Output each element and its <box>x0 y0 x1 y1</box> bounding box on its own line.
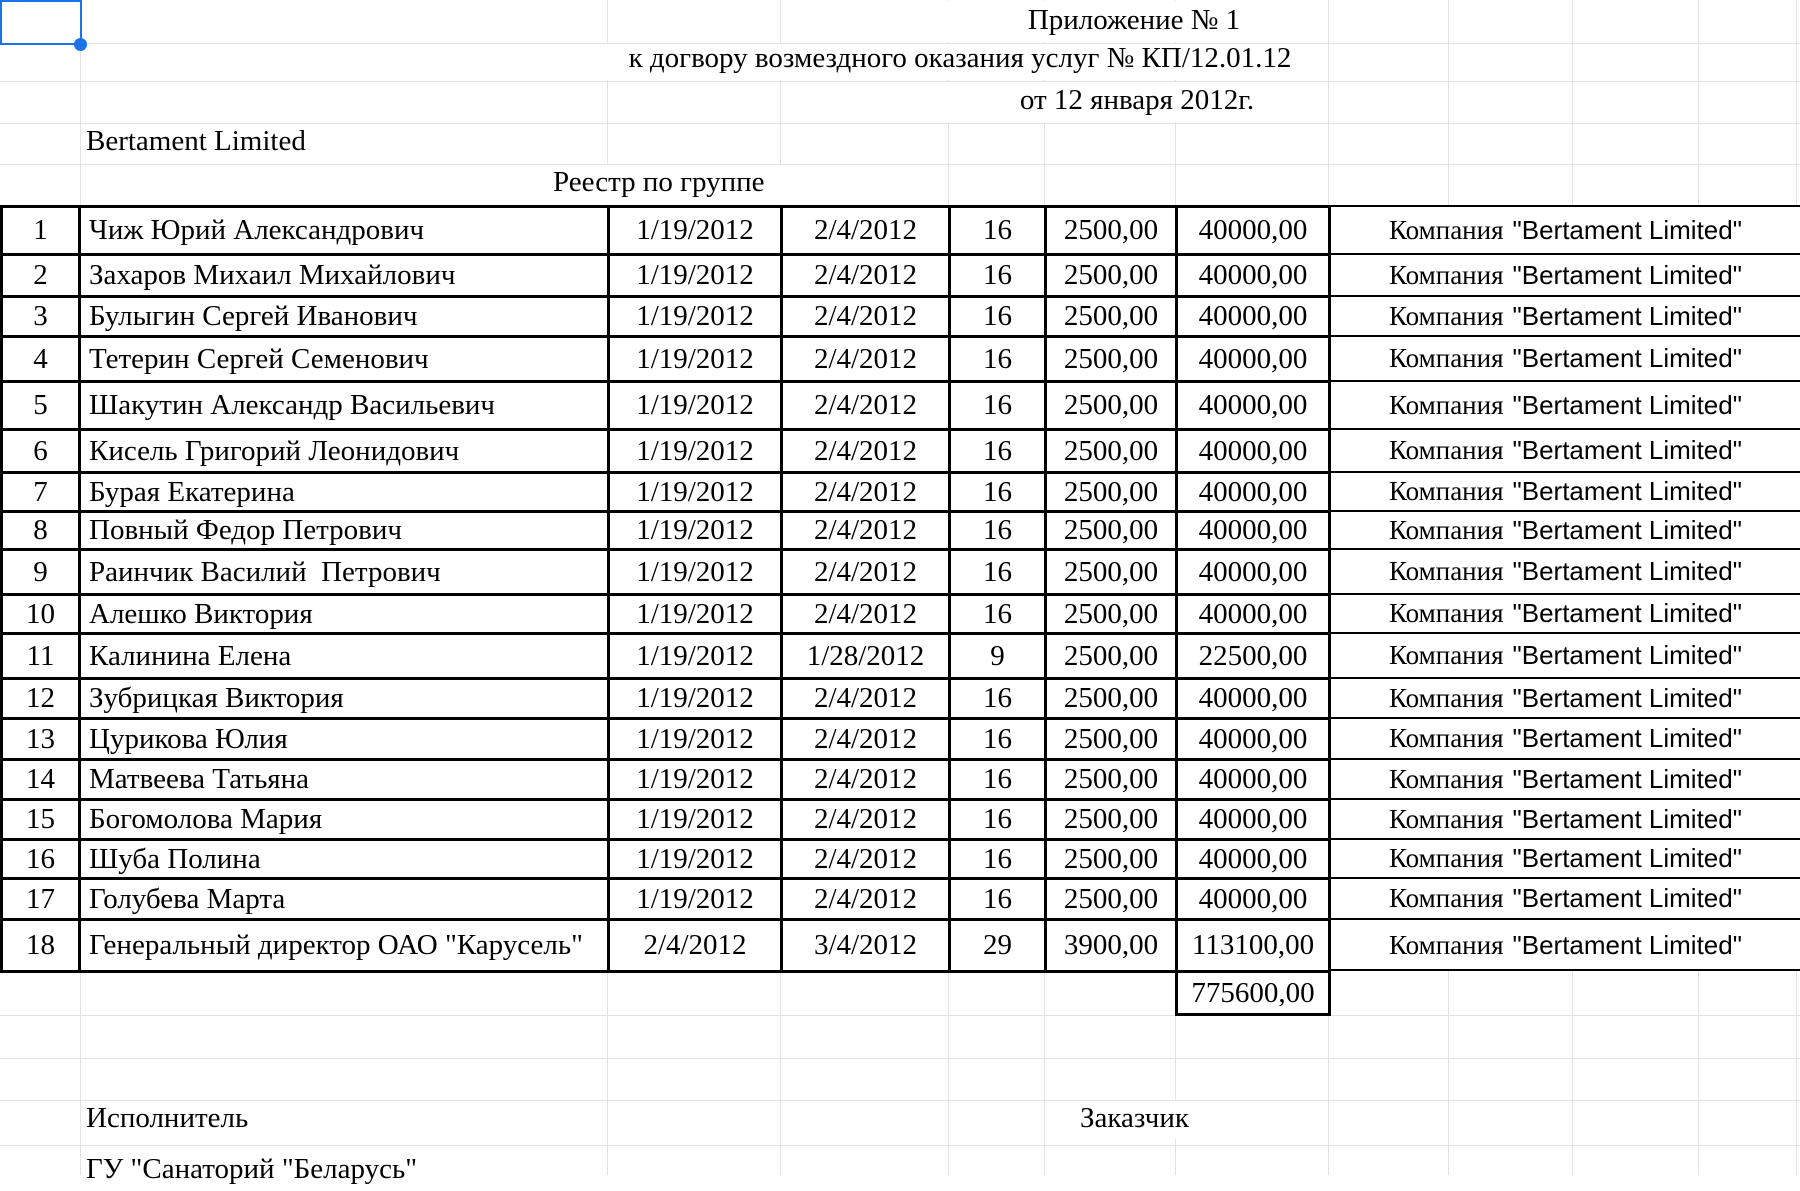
cell-start-date[interactable]: 1/19/2012 <box>607 758 783 801</box>
cell-amount[interactable]: 40000,00 <box>1175 758 1331 801</box>
cell-days[interactable]: 9 <box>948 632 1047 680</box>
cell-num[interactable]: 12 <box>0 677 81 720</box>
cell-company-latin-text: "Bertament Limited" <box>1512 883 1742 913</box>
cell-company[interactable] <box>1331 380 1800 428</box>
cell-name[interactable]: Голубева Марта <box>78 877 610 921</box>
cell-start-date[interactable]: 2/4/2012 <box>607 918 783 973</box>
cell-company-cyrillic-text: Компания <box>1389 929 1504 960</box>
cell-rate[interactable]: 2500,00 <box>1044 838 1178 880</box>
cell-company-cyrillic-text: Компания <box>1389 476 1504 506</box>
cell-rate[interactable]: 2500,00 <box>1044 758 1178 801</box>
cell-company[interactable] <box>1331 717 1800 758</box>
cell-company-latin-text: "Bertament Limited" <box>1512 435 1742 465</box>
cell-company-latin-text: "Bertament Limited" <box>1512 843 1742 873</box>
cell-rate[interactable]: 2500,00 <box>1044 798 1178 841</box>
cell-amount[interactable]: 40000,00 <box>1175 205 1331 256</box>
cell-amount[interactable]: 40000,00 <box>1175 428 1331 474</box>
cell-amount[interactable]: 40000,00 <box>1175 471 1331 513</box>
cell-company-cyrillic-text: Компания <box>1389 763 1504 794</box>
cell-amount[interactable]: 40000,00 <box>1175 510 1331 551</box>
cell-end-date[interactable]: 2/4/2012 <box>780 380 951 431</box>
cell-company-latin-text: "Bertament Limited" <box>1512 929 1742 960</box>
cell-num[interactable]: 15 <box>0 798 81 841</box>
cell-days[interactable]: 16 <box>948 295 1047 338</box>
cell-end-date[interactable]: 2/4/2012 <box>780 798 951 841</box>
cell-company-latin-text: "Bertament Limited" <box>1512 389 1742 420</box>
gridline-horizontal <box>0 1015 1800 1016</box>
cell-company-latin-text: "Bertament Limited" <box>1512 476 1742 506</box>
cell-company-latin-text: "Bertament Limited" <box>1512 214 1742 245</box>
cell-amount[interactable]: 40000,00 <box>1175 677 1331 720</box>
cell-start-date[interactable]: 1/19/2012 <box>607 205 783 256</box>
cell-rate[interactable]: 2500,00 <box>1044 593 1178 635</box>
cell-amount[interactable]: 40000,00 <box>1175 798 1331 841</box>
cell-company-latin-text: "Bertament Limited" <box>1512 763 1742 794</box>
gridline-horizontal <box>0 81 1800 82</box>
cell-company-latin-text: "Bertament Limited" <box>1512 300 1742 331</box>
cell-company[interactable] <box>1331 205 1800 253</box>
selection-box <box>0 0 82 45</box>
cell-end-date[interactable]: 2/4/2012 <box>780 758 951 801</box>
executor-org-cell[interactable]: ГУ "Санаторий "Беларусь" <box>86 1153 418 1185</box>
cell-amount[interactable]: 113100,00 <box>1175 918 1331 973</box>
cell-end-date[interactable]: 2/4/2012 <box>780 510 951 551</box>
cell-start-date[interactable]: 1/19/2012 <box>607 428 783 474</box>
cell-num[interactable]: 11 <box>0 632 81 680</box>
cell-name[interactable]: Алешко Виктория <box>78 593 610 635</box>
cell-num[interactable]: 17 <box>0 877 81 921</box>
cell-num[interactable]: 7 <box>0 471 81 513</box>
cell-amount[interactable]: 40000,00 <box>1175 838 1331 880</box>
cell-end-date[interactable]: 2/4/2012 <box>780 877 951 921</box>
cell-rate[interactable]: 2500,00 <box>1044 471 1178 513</box>
table-title[interactable]: Реестр по группе <box>553 166 765 198</box>
cell-company-cyrillic-text: Компания <box>1389 883 1504 913</box>
cell-name[interactable]: Шакутин Александр Васильевич <box>78 380 610 431</box>
cell-num[interactable]: 13 <box>0 717 81 761</box>
cell-start-date[interactable]: 1/19/2012 <box>607 380 783 431</box>
cell-start-date[interactable]: 1/19/2012 <box>607 877 783 921</box>
cell-company[interactable] <box>1331 593 1800 632</box>
cell-name[interactable]: Цурикова Юлия <box>78 717 610 761</box>
customer-label-cell[interactable]: Заказчик <box>1080 1102 1189 1134</box>
cell-company-latin-text: "Bertament Limited" <box>1512 514 1742 545</box>
cell-company[interactable] <box>1331 548 1800 593</box>
cell-name[interactable]: Булыгин Сергей Иванович <box>78 295 610 338</box>
cell-end-date[interactable]: 2/4/2012 <box>780 717 951 761</box>
cell-start-date[interactable]: 1/19/2012 <box>607 510 783 551</box>
cell-days[interactable]: 16 <box>948 798 1047 841</box>
cell-days[interactable]: 16 <box>948 717 1047 761</box>
cell-company[interactable] <box>1331 918 1800 970</box>
cell-days[interactable]: 16 <box>948 593 1047 635</box>
cell-rate[interactable]: 2500,00 <box>1044 510 1178 551</box>
cell-name[interactable]: Калинина Елена <box>78 632 610 680</box>
cell-end-date[interactable]: 2/4/2012 <box>780 335 951 383</box>
cell-company-latin-text: "Bertament Limited" <box>1512 259 1742 290</box>
cell-days[interactable]: 16 <box>948 253 1047 298</box>
cell-num[interactable]: 18 <box>0 918 81 973</box>
cell-rate[interactable]: 2500,00 <box>1044 877 1178 921</box>
header-appendix-line[interactable]: Приложение № 1 <box>1027 4 1241 36</box>
cell-rate[interactable]: 2500,00 <box>1044 205 1178 256</box>
cell-days[interactable]: 16 <box>948 877 1047 921</box>
cell-company-cyrillic-text: Компания <box>1389 300 1504 331</box>
fill-handle[interactable] <box>74 38 87 51</box>
cell-amount[interactable]: 40000,00 <box>1175 877 1331 921</box>
cell-amount[interactable]: 40000,00 <box>1175 253 1331 298</box>
cell-end-date[interactable]: 2/4/2012 <box>780 471 951 513</box>
cell-name[interactable]: Богомолова Мария <box>78 798 610 841</box>
cell-num[interactable]: 10 <box>0 593 81 635</box>
cell-num[interactable]: 2 <box>0 253 81 298</box>
cell-amount[interactable]: 40000,00 <box>1175 335 1331 383</box>
cell-amount[interactable]: 40000,00 <box>1175 295 1331 338</box>
cell-company-cyrillic-text: Компания <box>1389 682 1504 713</box>
cell-num[interactable]: 1 <box>0 205 81 256</box>
cell-num[interactable]: 4 <box>0 335 81 383</box>
cell-days[interactable]: 16 <box>948 428 1047 474</box>
cell-company-cyrillic-text: Компания <box>1389 803 1504 834</box>
header-date-line[interactable]: от 12 января 2012г. <box>1019 84 1255 116</box>
cell-rate[interactable]: 2500,00 <box>1044 295 1178 338</box>
company-name-cell[interactable]: Bertament Limited <box>86 125 306 157</box>
cell-start-date[interactable]: 1/19/2012 <box>607 471 783 513</box>
cell-start-date[interactable]: 1/19/2012 <box>607 548 783 596</box>
cell-rate[interactable]: 2500,00 <box>1044 335 1178 383</box>
cell-name[interactable]: Чиж Юрий Александрович <box>78 205 610 256</box>
cell-amount[interactable]: 40000,00 <box>1175 593 1331 635</box>
cell-amount[interactable]: 40000,00 <box>1175 548 1331 596</box>
cell-end-date[interactable]: 2/4/2012 <box>780 593 951 635</box>
cell-rate[interactable]: 2500,00 <box>1044 717 1178 761</box>
cell-company[interactable] <box>1331 253 1800 295</box>
cell-end-date[interactable]: 2/4/2012 <box>780 295 951 338</box>
cell-rate[interactable]: 3900,00 <box>1044 918 1178 973</box>
cell-name[interactable]: Генеральный директор ОАО "Карусель" <box>78 918 610 973</box>
cell-company[interactable] <box>1331 798 1800 838</box>
cell-end-date[interactable]: 2/4/2012 <box>780 428 951 474</box>
cell-start-date[interactable]: 1/19/2012 <box>607 798 783 841</box>
cell-company[interactable] <box>1331 471 1800 510</box>
cell-end-date[interactable]: 2/4/2012 <box>780 838 951 880</box>
cell-amount[interactable]: 40000,00 <box>1175 717 1331 761</box>
cell-name[interactable]: Раинчик Василий Петрович <box>78 548 610 596</box>
cell-num[interactable]: 14 <box>0 758 81 801</box>
cell-company-latin-text: "Bertament Limited" <box>1512 682 1742 713</box>
cell-name[interactable]: Повный Федор Петрович <box>78 510 610 551</box>
cell-rate[interactable]: 2500,00 <box>1044 428 1178 474</box>
cell-company[interactable] <box>1331 510 1800 548</box>
cell-start-date[interactable]: 1/19/2012 <box>607 838 783 880</box>
cell-start-date[interactable]: 1/19/2012 <box>607 677 783 720</box>
cell-start-date[interactable]: 1/19/2012 <box>607 335 783 383</box>
cell-rate[interactable]: 2500,00 <box>1044 380 1178 431</box>
header-contract-line[interactable]: к догвору возмездного оказания услуг № КП/12.01.12 <box>628 42 1292 74</box>
cell-rate[interactable]: 2500,00 <box>1044 632 1178 680</box>
cell-name[interactable]: Зубрицкая Виктория <box>78 677 610 720</box>
cell-num[interactable]: 9 <box>0 548 81 596</box>
cell-name[interactable]: Бурая Екатерина <box>78 471 610 513</box>
cell-start-date[interactable]: 1/19/2012 <box>607 717 783 761</box>
cell-amount[interactable]: 22500,00 <box>1175 632 1331 680</box>
cell-end-date[interactable]: 3/4/2012 <box>780 918 951 973</box>
cell-start-date[interactable]: 1/19/2012 <box>607 632 783 680</box>
cell-name[interactable]: Матвеева Татьяна <box>78 758 610 801</box>
cell-start-date[interactable]: 1/19/2012 <box>607 593 783 635</box>
cell-company-latin-text: "Bertament Limited" <box>1512 343 1742 373</box>
cell-end-date[interactable]: 1/28/2012 <box>780 632 951 680</box>
cell-company-cyrillic-text: Компания <box>1389 598 1504 628</box>
cell-company[interactable] <box>1331 677 1800 717</box>
cell-end-date[interactable]: 2/4/2012 <box>780 253 951 298</box>
cell-start-date[interactable]: 1/19/2012 <box>607 295 783 338</box>
cell-company[interactable] <box>1331 428 1800 471</box>
cell-company-cyrillic-text: Компания <box>1389 343 1504 373</box>
cell-company-cyrillic-text: Компания <box>1389 723 1504 753</box>
cell-days[interactable]: 16 <box>948 335 1047 383</box>
cell-company-cyrillic-text: Компания <box>1389 435 1504 465</box>
cell-name[interactable]: Кисель Григорий Леонидович <box>78 428 610 474</box>
cell-company-cyrillic-text: Компания <box>1389 389 1504 420</box>
cell-num[interactable]: 16 <box>0 838 81 880</box>
cell-company-latin-text: "Bertament Limited" <box>1512 556 1742 586</box>
cell-days[interactable]: 16 <box>948 205 1047 256</box>
cell-rate[interactable]: 2500,00 <box>1044 677 1178 720</box>
cell-days[interactable]: 16 <box>948 677 1047 720</box>
cell-days[interactable]: 16 <box>948 510 1047 551</box>
cell-num[interactable]: 5 <box>0 380 81 431</box>
cell-company-cyrillic-text: Компания <box>1389 214 1504 245</box>
cell-amount[interactable]: 40000,00 <box>1175 380 1331 431</box>
cell-days[interactable]: 16 <box>948 380 1047 431</box>
cell-company-cyrillic-text: Компания <box>1389 556 1504 586</box>
cell-company[interactable] <box>1331 295 1800 335</box>
cell-name[interactable]: Тетерин Сергей Семенович <box>78 335 610 383</box>
cell-days[interactable]: 29 <box>948 918 1047 973</box>
cell-days[interactable]: 16 <box>948 548 1047 596</box>
cell-end-date[interactable]: 2/4/2012 <box>780 548 951 596</box>
cell-company-latin-text: "Bertament Limited" <box>1512 598 1742 628</box>
cell-company-latin-text: "Bertament Limited" <box>1512 723 1742 753</box>
cell-num[interactable]: 3 <box>0 295 81 338</box>
company-column-bottom-border <box>1331 969 1800 971</box>
cell-company[interactable] <box>1331 335 1800 380</box>
cell-days[interactable]: 16 <box>948 758 1047 801</box>
gridline-horizontal <box>0 1058 1800 1059</box>
cell-company-latin-text: "Bertament Limited" <box>1512 640 1742 670</box>
cell-company-cyrillic-text: Компания <box>1389 640 1504 670</box>
cell-name[interactable]: Шуба Полина <box>78 838 610 880</box>
cell-end-date[interactable]: 2/4/2012 <box>780 677 951 720</box>
cell-rate[interactable]: 2500,00 <box>1044 253 1178 298</box>
cell-company-latin-text: "Bertament Limited" <box>1512 803 1742 834</box>
total-amount-cell[interactable]: 775600,00 <box>1175 970 1331 1016</box>
cell-company-cyrillic-text: Компания <box>1389 514 1504 545</box>
cell-company[interactable] <box>1331 877 1800 918</box>
cell-company-cyrillic-text: Компания <box>1389 843 1504 873</box>
cell-days[interactable]: 16 <box>948 838 1047 880</box>
cell-rate[interactable]: 2500,00 <box>1044 548 1178 596</box>
cell-days[interactable]: 16 <box>948 471 1047 513</box>
cell-company-cyrillic-text: Компания <box>1389 259 1504 290</box>
cell-company[interactable] <box>1331 632 1800 677</box>
executor-label-cell[interactable]: Исполнитель <box>86 1102 249 1134</box>
cell-num[interactable]: 8 <box>0 510 81 551</box>
cell-end-date[interactable]: 2/4/2012 <box>780 205 951 256</box>
cell-name[interactable]: Захаров Михаил Михайлович <box>78 253 610 298</box>
cell-num[interactable]: 6 <box>0 428 81 474</box>
cell-company[interactable] <box>1331 758 1800 798</box>
cell-company[interactable] <box>1331 838 1800 877</box>
cell-start-date[interactable]: 1/19/2012 <box>607 253 783 298</box>
